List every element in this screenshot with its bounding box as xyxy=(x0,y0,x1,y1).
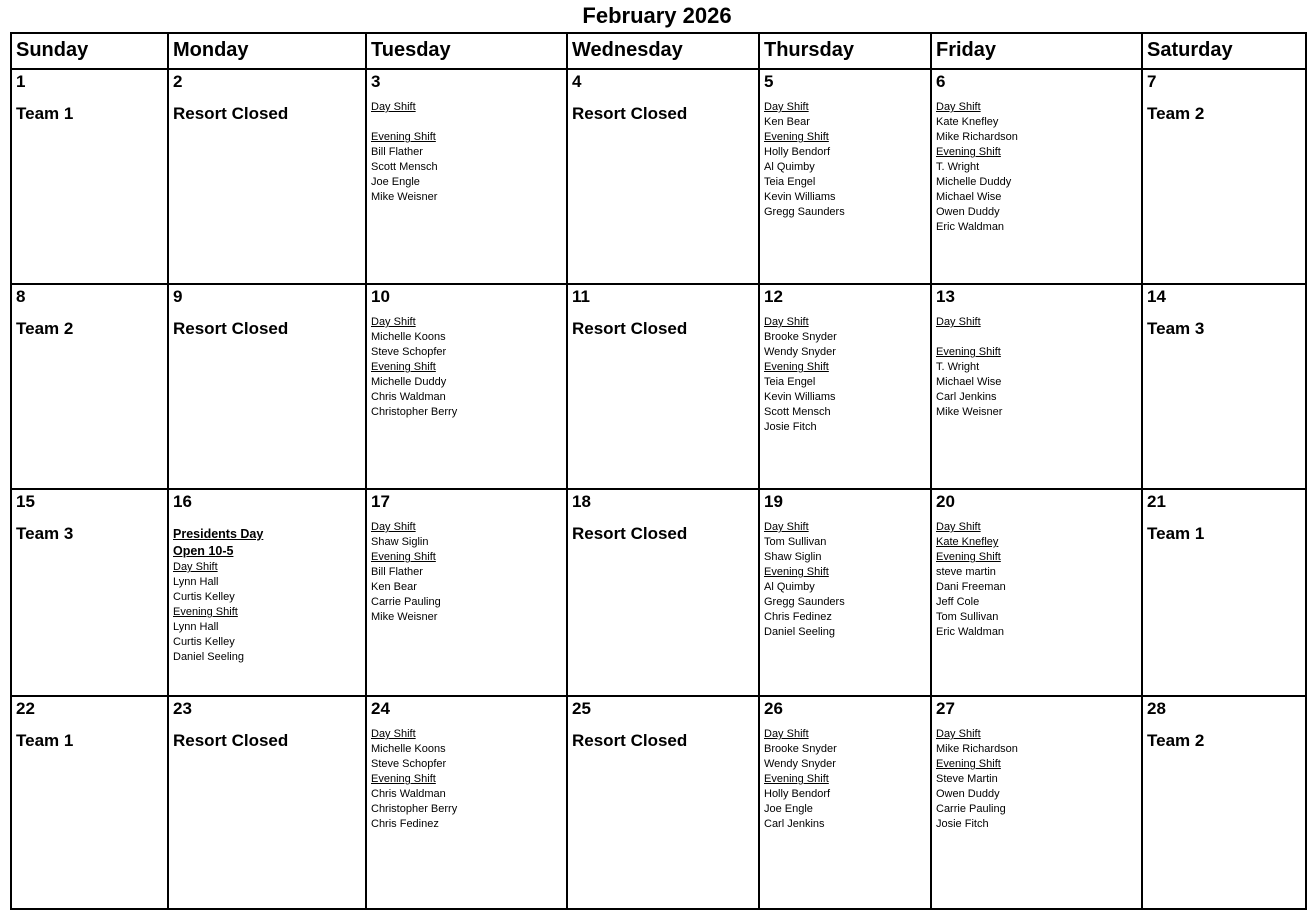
day-cell-16 xyxy=(168,489,366,696)
shift-header: Day Shift xyxy=(371,521,416,533)
staff-name: Christopher Berry xyxy=(371,803,458,815)
day-number: 10 xyxy=(371,287,390,306)
staff-name: Tom Sullivan xyxy=(936,611,999,623)
day-cell-21 xyxy=(1142,489,1306,696)
staff-name: steve martin xyxy=(936,566,996,578)
team-label: Resort Closed xyxy=(173,104,289,123)
weekday-header-wednesday: Wednesday xyxy=(567,33,759,69)
week-row-2 xyxy=(11,284,1306,489)
staff-name: Chris Fedinez xyxy=(371,818,439,830)
staff-name: Mike Richardson xyxy=(936,131,1018,143)
team-label: Resort Closed xyxy=(173,731,289,750)
day-cell-13 xyxy=(931,284,1142,489)
staff-name: Mike Weisner xyxy=(936,406,1003,418)
week-row-4 xyxy=(11,696,1306,909)
weekday-header-tuesday: Tuesday xyxy=(366,33,567,69)
day-cell-19 xyxy=(759,489,931,696)
shift-header: Evening Shift xyxy=(764,131,829,143)
team-label: Team 2 xyxy=(16,319,74,338)
day-cell-8 xyxy=(11,284,168,489)
staff-name: Michelle Duddy xyxy=(936,176,1012,188)
weekday-header-saturday: Saturday xyxy=(1142,33,1306,69)
staff-name: Kevin Williams xyxy=(764,391,836,403)
team-label: Team 2 xyxy=(1147,731,1205,750)
staff-name: Teia Engel xyxy=(764,176,816,188)
day-number: 22 xyxy=(16,699,35,718)
day-number: 14 xyxy=(1147,287,1166,306)
day-number: 26 xyxy=(764,699,783,718)
staff-name: T. Wright xyxy=(936,361,980,373)
day-number: 27 xyxy=(936,699,955,718)
weekday-header-monday: Monday xyxy=(168,33,366,69)
staff-name: Michael Wise xyxy=(936,376,1002,388)
day-cell-24 xyxy=(366,696,567,909)
staff-name: Scott Mensch xyxy=(371,161,438,173)
team-label: Resort Closed xyxy=(572,524,688,543)
day-number: 15 xyxy=(16,492,35,511)
team-label: Resort Closed xyxy=(572,319,688,338)
day-number: 19 xyxy=(764,492,783,511)
day-cell-9 xyxy=(168,284,366,489)
day-cell-3 xyxy=(366,69,567,284)
staff-name: Steve Schopfer xyxy=(371,758,447,770)
day-cell-5 xyxy=(759,69,931,284)
weekday-header-friday: Friday xyxy=(931,33,1142,69)
staff-name: Joe Engle xyxy=(764,803,813,815)
shift-header: Day Shift xyxy=(936,521,981,533)
staff-name: Kate Knefley xyxy=(936,116,999,128)
staff-name: Josie Fitch xyxy=(936,818,989,830)
day-cell-15 xyxy=(11,489,168,696)
staff-name: Shaw Siglin xyxy=(764,551,822,563)
shift-header: Day Shift xyxy=(371,101,416,113)
staff-name: Mike Weisner xyxy=(371,191,438,203)
staff-name: Gregg Saunders xyxy=(764,596,845,608)
day-cell-23 xyxy=(168,696,366,909)
team-label: Team 2 xyxy=(1147,104,1205,123)
shift-header: Evening Shift xyxy=(764,773,829,785)
staff-name: Chris Fedinez xyxy=(764,611,832,623)
staff-name: Steve Schopfer xyxy=(371,346,447,358)
staff-name: Daniel Seeling xyxy=(173,651,244,663)
day-cell-25 xyxy=(567,696,759,909)
day-cell-10 xyxy=(366,284,567,489)
team-label: Team 1 xyxy=(16,104,74,123)
shift-header: Evening Shift xyxy=(173,606,238,618)
staff-name: Eric Waldman xyxy=(936,626,1005,638)
day-number: 25 xyxy=(572,699,591,718)
staff-name: Owen Duddy xyxy=(936,788,1000,800)
shift-header: Day Shift xyxy=(936,101,981,113)
staff-name: Carrie Pauling xyxy=(371,596,441,608)
staff-name: Tom Sullivan xyxy=(764,536,827,548)
staff-name: Brooke Snyder xyxy=(764,743,837,755)
staff-name: Wendy Snyder xyxy=(764,758,836,770)
shift-header: Day Shift xyxy=(936,316,981,328)
staff-name: Mike Richardson xyxy=(936,743,1018,755)
staff-name: Ken Bear xyxy=(764,116,810,128)
day-number: 8 xyxy=(16,287,26,306)
weekday-header-row xyxy=(11,33,1306,69)
week-row-1 xyxy=(11,69,1306,284)
staff-name: Michelle Duddy xyxy=(371,376,447,388)
staff-name: Carrie Pauling xyxy=(936,803,1006,815)
day-number: 24 xyxy=(371,699,390,718)
shift-header: Evening Shift xyxy=(936,758,1001,770)
staff-name: Kate Knefley xyxy=(936,536,999,548)
shift-header: Evening Shift xyxy=(371,131,436,143)
calendar-title: February 2026 xyxy=(582,3,732,28)
calendar-table xyxy=(10,32,1307,910)
shift-header: Day Shift xyxy=(764,101,809,113)
shift-header: Day Shift xyxy=(764,521,809,533)
shift-header: Evening Shift xyxy=(764,566,829,578)
day-cell-28 xyxy=(1142,696,1306,909)
shift-header: Evening Shift xyxy=(371,773,436,785)
weekday-header-sunday: Sunday xyxy=(11,33,168,69)
day-number: 7 xyxy=(1147,72,1157,91)
team-label: Resort Closed xyxy=(173,319,289,338)
staff-name: Michael Wise xyxy=(936,191,1002,203)
staff-name: Ken Bear xyxy=(371,581,417,593)
staff-name: Owen Duddy xyxy=(936,206,1000,218)
staff-name: Bill Flather xyxy=(371,566,423,578)
day-number: 9 xyxy=(173,287,183,306)
day-cell-4 xyxy=(567,69,759,284)
day-number: 12 xyxy=(764,287,783,306)
shift-header: Day Shift xyxy=(371,728,416,740)
day-number: 1 xyxy=(16,72,26,91)
shift-header: Day Shift xyxy=(173,561,218,573)
team-label: Resort Closed xyxy=(572,104,688,123)
day-cell-27 xyxy=(931,696,1142,909)
staff-name: Michelle Koons xyxy=(371,743,446,755)
team-label: Team 1 xyxy=(1147,524,1205,543)
weekday-header-thursday: Thursday xyxy=(759,33,931,69)
holiday-label: Open 10-5 xyxy=(173,544,234,558)
shift-header: Day Shift xyxy=(764,728,809,740)
team-label: Resort Closed xyxy=(572,731,688,750)
staff-name: Daniel Seeling xyxy=(764,626,835,638)
shift-header: Evening Shift xyxy=(936,346,1001,358)
staff-name: Teia Engel xyxy=(764,376,816,388)
holiday-label: Presidents Day xyxy=(173,527,264,541)
staff-name: Curtis Kelley xyxy=(173,591,235,603)
staff-name: T. Wright xyxy=(936,161,980,173)
staff-name: Holly Bendorf xyxy=(764,788,831,800)
day-number: 5 xyxy=(764,72,774,91)
staff-name: Chris Waldman xyxy=(371,788,446,800)
blank-line xyxy=(371,115,563,130)
day-cell-6 xyxy=(931,69,1142,284)
day-cell-22 xyxy=(11,696,168,909)
team-label: Team 3 xyxy=(16,524,74,543)
day-cell-18 xyxy=(567,489,759,696)
day-cell-17 xyxy=(366,489,567,696)
staff-name: Carl Jenkins xyxy=(936,391,997,403)
staff-name: Carl Jenkins xyxy=(764,818,825,830)
staff-name: Michelle Koons xyxy=(371,331,446,343)
shift-header: Evening Shift xyxy=(936,146,1001,158)
day-number: 3 xyxy=(371,72,381,91)
blank-line xyxy=(936,330,1138,345)
day-cell-2 xyxy=(168,69,366,284)
staff-name: Brooke Snyder xyxy=(764,331,837,343)
day-number: 6 xyxy=(936,72,946,91)
day-cell-11 xyxy=(567,284,759,489)
staff-name: Christopher Berry xyxy=(371,406,458,418)
day-number: 23 xyxy=(173,699,192,718)
staff-name: Curtis Kelley xyxy=(173,636,235,648)
day-number: 4 xyxy=(572,72,582,91)
staff-name: Joe Engle xyxy=(371,176,420,188)
day-number: 18 xyxy=(572,492,591,511)
day-number: 28 xyxy=(1147,699,1166,718)
staff-name: Josie Fitch xyxy=(764,421,817,433)
day-cell-1 xyxy=(11,69,168,284)
day-cell-7 xyxy=(1142,69,1306,284)
staff-name: Al Quimby xyxy=(764,581,815,593)
staff-name: Lynn Hall xyxy=(173,621,219,633)
team-label: Team 3 xyxy=(1147,319,1205,338)
day-number: 17 xyxy=(371,492,390,511)
staff-name: Wendy Snyder xyxy=(764,346,836,358)
shift-header: Evening Shift xyxy=(371,361,436,373)
staff-name: Lynn Hall xyxy=(173,576,219,588)
staff-name: Kevin Williams xyxy=(764,191,836,203)
day-number: 21 xyxy=(1147,492,1166,511)
staff-name: Shaw Siglin xyxy=(371,536,429,548)
staff-name: Mike Weisner xyxy=(371,611,438,623)
staff-name: Dani Freeman xyxy=(936,581,1006,593)
shift-header: Day Shift xyxy=(371,316,416,328)
staff-name: Al Quimby xyxy=(764,161,815,173)
day-number: 16 xyxy=(173,492,192,511)
week-row-3 xyxy=(11,489,1306,696)
day-cell-12 xyxy=(759,284,931,489)
staff-name: Chris Waldman xyxy=(371,391,446,403)
day-cell-20 xyxy=(931,489,1142,696)
shift-header: Day Shift xyxy=(764,316,809,328)
shift-header: Evening Shift xyxy=(371,551,436,563)
day-number: 11 xyxy=(572,287,590,306)
staff-name: Scott Mensch xyxy=(764,406,831,418)
shift-header: Evening Shift xyxy=(764,361,829,373)
day-number: 2 xyxy=(173,72,183,91)
staff-name: Gregg Saunders xyxy=(764,206,845,218)
staff-name: Holly Bendorf xyxy=(764,146,831,158)
staff-name: Bill Flather xyxy=(371,146,423,158)
shift-header: Day Shift xyxy=(936,728,981,740)
day-number: 13 xyxy=(936,287,955,306)
staff-name: Eric Waldman xyxy=(936,221,1005,233)
day-cell-14 xyxy=(1142,284,1306,489)
staff-name: Steve Martin xyxy=(936,773,998,785)
day-cell-26 xyxy=(759,696,931,909)
day-number: 20 xyxy=(936,492,955,511)
staff-name: Jeff Cole xyxy=(936,596,980,608)
shift-header: Evening Shift xyxy=(936,551,1001,563)
team-label: Team 1 xyxy=(16,731,74,750)
